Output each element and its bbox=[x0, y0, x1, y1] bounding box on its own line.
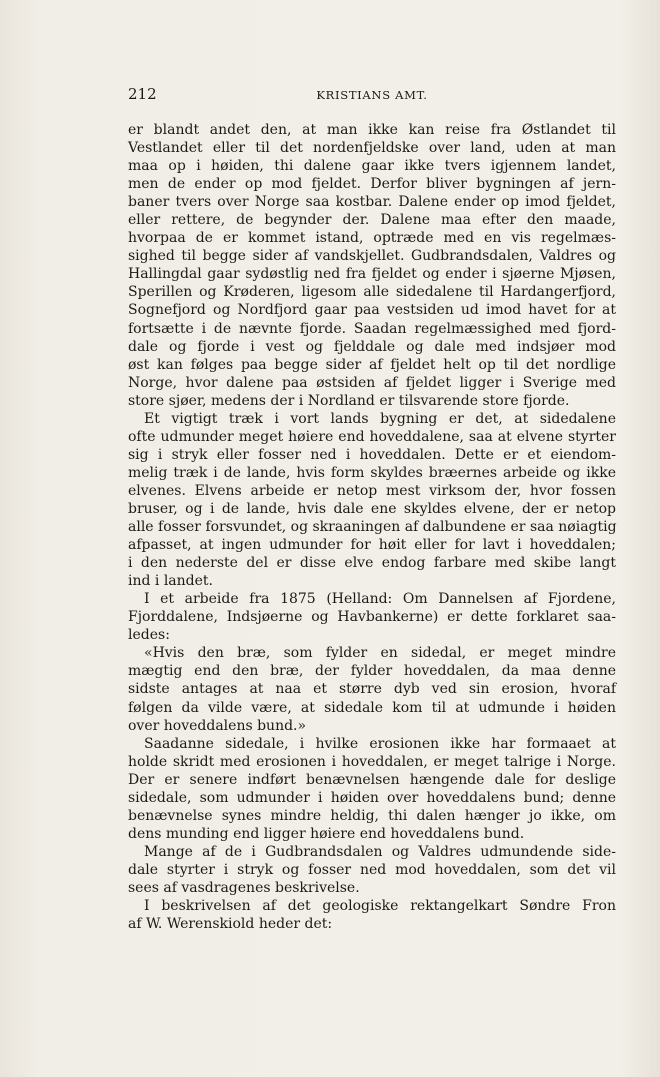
text-line: øst kan følges paa begge sider af fjeldet helt op til det nordlige bbox=[128, 356, 616, 373]
text-line: dens munding end ligger høiere end hoveddalens bund. bbox=[128, 825, 525, 842]
text-line: benævnelse synes mindre heldig, thi dalen hænger jo ikke, om bbox=[128, 807, 616, 824]
text-line: dale og fjorde i vest og fjelddale og dale med indsjøer mod bbox=[128, 338, 616, 355]
text-line: ind i landet. bbox=[128, 573, 213, 590]
text-line: fortsætte i de nævnte fjorde. Saadan regelmæssighed med fjord- bbox=[128, 320, 616, 337]
text-line: hvorpaa de er kommet istand, optræde med en vis regelmæs- bbox=[128, 230, 616, 247]
text-line: sighed til begge sider af vandskjellet. Gudbrandsdalen, Valdres og bbox=[128, 248, 616, 265]
quote-line: over hoveddalens bund.» bbox=[128, 717, 307, 734]
text-line: Et vigtigt træk i vort lands bygning er det, at sidedalene bbox=[144, 410, 616, 427]
text-line: sig i stryk eller fosser ned i hoveddalen. Dette er et eiendom- bbox=[128, 446, 616, 463]
text-line: Saadanne sidedale, i hvilke erosionen ikke har formaaet at bbox=[144, 735, 616, 752]
quote-line: mægtig end den bræ, der fylder hoveddalen, da maa denne bbox=[128, 663, 616, 680]
text-line: maa op i høiden, thi dalene gaar ikke tvers igjennem landet, bbox=[128, 158, 616, 175]
text-line: I et arbeide fra 1875 (Helland: Om Dannelsen af Fjordene, bbox=[144, 591, 616, 608]
text-line: holde skridt med erosionen i hoveddalen, er meget talrige i Norge. bbox=[128, 753, 616, 770]
text-line: baner tvers over Norge saa kostbar. Dalene ender op imod fjeldet, bbox=[128, 194, 616, 211]
running-head: KRISTIANS AMT. bbox=[316, 88, 428, 102]
text-line: store sjøer, medens der i Nordland er tilsvarende store fjorde. bbox=[128, 392, 570, 409]
text-line: er blandt andet den, at man ikke kan reise fra Østlandet til bbox=[128, 122, 616, 138]
text-line: elvenes. Elvens arbeide er netop mest virksom der, hvor fossen bbox=[128, 482, 616, 499]
text-line: melig træk i de lande, hvis form skyldes bræernes arbeide og ikke bbox=[128, 464, 616, 481]
text-line: ofte udmunder meget høiere end hoveddalene, saa at elvene styrter bbox=[128, 428, 616, 445]
page-header bbox=[128, 84, 616, 106]
text-line: Vestlandet eller til det nordenfjeldske over land, uden at man bbox=[128, 140, 616, 157]
text-line: Sperillen og Krøderen, ligesom alle sidedalene til Hardangerfjord, bbox=[128, 284, 616, 301]
text-line: ledes: bbox=[128, 627, 170, 644]
text-line: I beskrivelsen af det geologiske rektangelkart Søndre Fron bbox=[144, 898, 616, 915]
text-line: alle fosser forsvundet, og skraaningen af dalbundene er saa nøiagtig bbox=[128, 519, 617, 536]
page-number: 212 bbox=[128, 85, 157, 103]
text-line: Der er senere indført benævnelsen hængende dale for deslige bbox=[128, 771, 616, 788]
text-line: dale styrter i stryk og fosser ned mod hoveddalen, som det vil bbox=[128, 861, 616, 878]
text-line: Hallingdal gaar sydøstlig ned fra fjeldet og ender i sjøerne Mjøsen, bbox=[128, 266, 616, 283]
quote-line: sidste antages at naa et større dyb ved sin erosion, hvoraf bbox=[128, 681, 616, 698]
text-line: Norge, hvor dalene paa østsiden af fjeldet ligger i Sverige med bbox=[128, 374, 616, 391]
text-line: i den nederste del er disse elve endog farbare med skibe langt bbox=[128, 555, 616, 572]
text-line: eller rettere, de begynder der. Dalene maa efter den maade, bbox=[128, 212, 616, 229]
text-line: sidedale, som udmunder i høiden over hoveddalens bund; denne bbox=[128, 789, 616, 806]
quote-line: følgen da vilde være, at sidedale kom til at udmunde i høiden bbox=[128, 699, 616, 716]
text-line: af W. Werenskiold heder det: bbox=[128, 916, 333, 933]
text-line: Sognefjord og Nordfjord gaar paa vestsiden ud imod havet for at bbox=[128, 302, 616, 319]
quote-line: «Hvis den bræ, som fylder en sidedal, er meget mindre bbox=[144, 645, 616, 662]
text-line: afpasset, at ingen udmunder for høit eller for lavt i hoveddalen; bbox=[128, 537, 616, 554]
text-line: Fjorddalene, Indsjøerne og Havbankerne) er dette forklaret saa- bbox=[128, 609, 616, 626]
text-line: sees af vasdragenes beskrivelse. bbox=[128, 879, 360, 896]
text-line: men de ender op mod fjeldet. Derfor bliver bygningen af jern- bbox=[128, 176, 616, 193]
text-line: Mange af de i Gudbrandsdalen og Valdres udmundende side- bbox=[144, 843, 616, 860]
body-text bbox=[128, 121, 616, 933]
text-line: bruser, og i de lande, hvis dale ene skyldes elvene, der er netop bbox=[128, 500, 616, 517]
